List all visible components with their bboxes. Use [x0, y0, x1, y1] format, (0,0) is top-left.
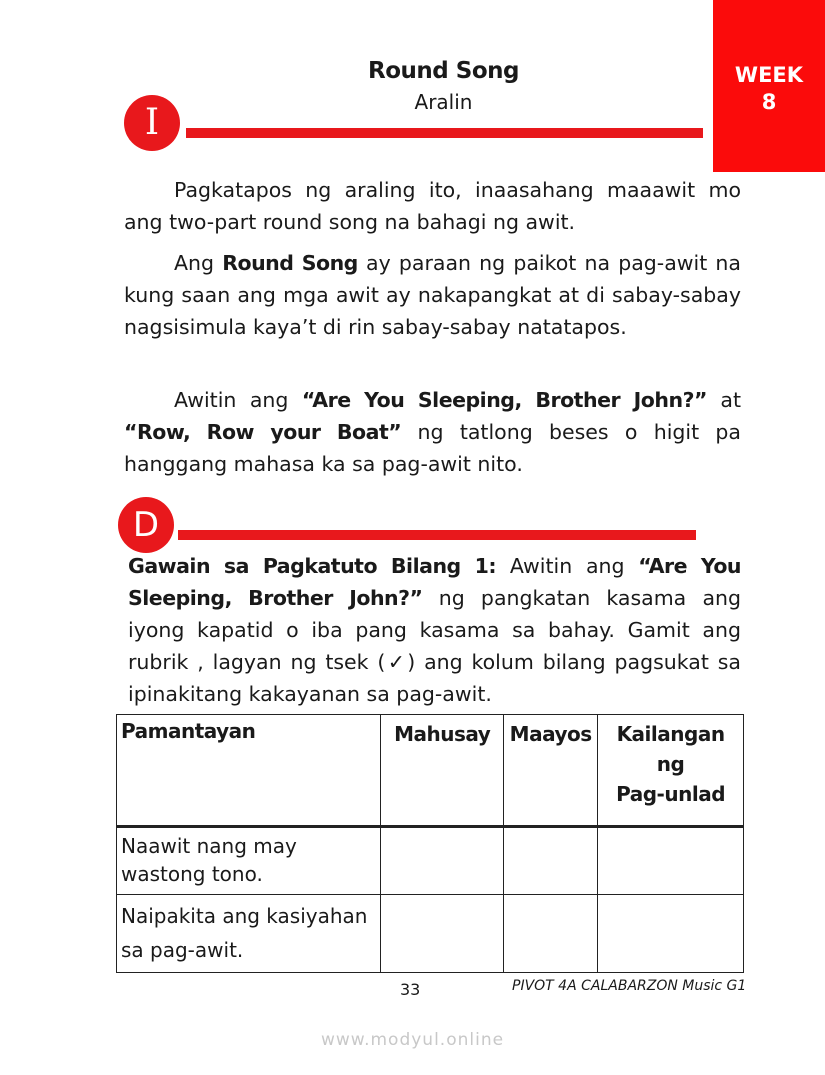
rubric-table — [116, 714, 744, 973]
criteria-cell: Naawit nang may wastong tono. — [117, 827, 381, 895]
term-round-song: Round Song — [222, 251, 358, 275]
header-maayos: Maayos — [504, 715, 598, 827]
table-row — [117, 827, 744, 895]
page-number: 33 — [400, 980, 421, 999]
song-title-1: “Are You Sleeping, Brother John?” — [301, 388, 707, 412]
checkbox-cell-maayos[interactable] — [504, 827, 598, 895]
activity-paragraph: Gawain sa Pagkatuto Bilang 1: Awitin ang “Are You Sleeping, Brother John?” ng pangkatan kasama ang iyong kapatid o iba pang kasama sa bahay. Gamit ang rubrik , lagyan ng tsek (✓) ang kolum bilang pagsukat sa ipinakitang kakayanan sa pag-awit. — [128, 554, 742, 706]
checkbox-cell-kailangan[interactable] — [598, 827, 744, 895]
watermark: www.modyul.online — [320, 1030, 505, 1050]
table-row — [117, 895, 744, 973]
section-d-divider — [178, 530, 696, 540]
section-i-badge: I — [124, 95, 180, 151]
checkbox-cell-kailangan[interactable] — [598, 895, 744, 973]
week-number: 8 — [761, 90, 777, 114]
week-badge — [713, 0, 825, 172]
activity-label: Gawain sa Pagkatuto Bilang 1: — [128, 554, 497, 578]
instruction-paragraph: Awitin ang “Are You Sleeping, Brother John?” at “Row, Row your Boat” ng tatlong beses o higit pa hanggang mahasa ka sa pag-awit nito. — [124, 388, 742, 476]
header-mahusay: Mahusay — [381, 715, 504, 827]
lesson-title: Round Song — [368, 58, 519, 84]
intro-paragraph: Pagkatapos ng araling ito, inaasahang maaawit mo ang two-part round song na bahagi ng awit. — [124, 178, 741, 234]
song-title-2: “Row, Row your Boat” — [124, 420, 402, 444]
header-criteria: Pamantayan — [117, 715, 381, 827]
section-i-divider — [186, 128, 703, 138]
definition-paragraph: Ang Round Song ay paraan ng paikot na pag-awit na kung saan ang mga awit ay nakapangkat at di sabay-sabay nagsisimula kaya’t di rin sabay-sabay natatapos. — [124, 251, 741, 339]
lesson-subtitle: Aralin — [414, 90, 473, 114]
week-label: WEEK — [734, 63, 804, 87]
activity-song-title: “Are You Sleeping, Brother John?” — [128, 554, 742, 610]
criteria-cell: Naipakita ang kasiyahan sa pag-awit. — [117, 895, 381, 973]
checkbox-cell-maayos[interactable] — [504, 895, 598, 973]
checkbox-cell-mahusay[interactable] — [381, 895, 504, 973]
footer-source: PIVOT 4A CALABARZON Music G1 — [512, 978, 747, 994]
section-d-badge: D — [118, 497, 174, 553]
checkbox-cell-mahusay[interactable] — [381, 827, 504, 895]
header-kailangan: Kailangan ng Pag-unlad — [598, 715, 744, 827]
